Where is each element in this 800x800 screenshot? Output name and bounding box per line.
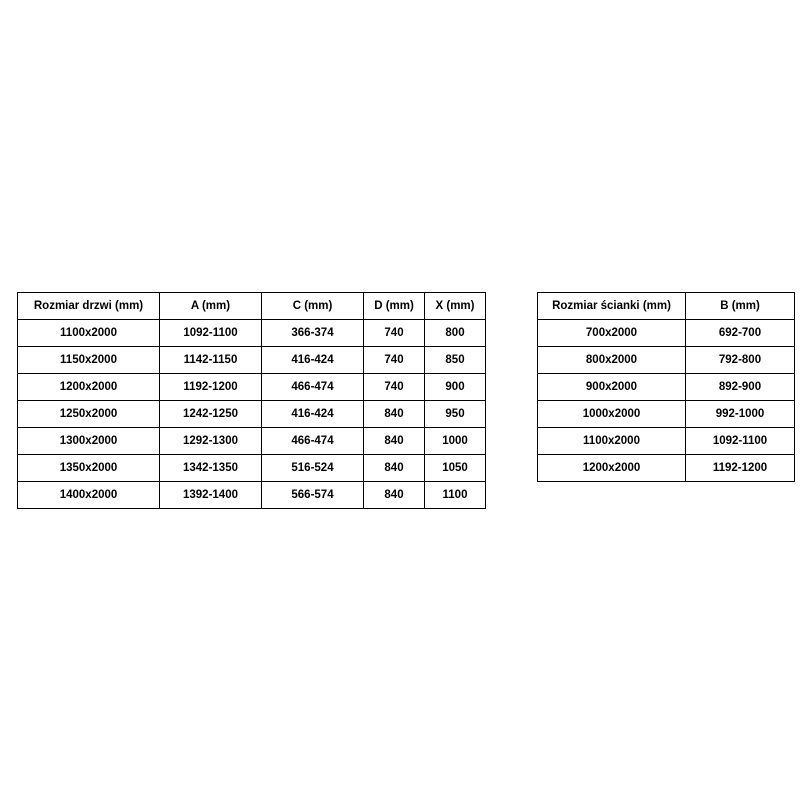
cell-d: 840 <box>364 482 425 509</box>
table-row <box>18 374 486 401</box>
cell-b: 1092-1100 <box>686 428 795 455</box>
doors-dimensions-table <box>17 292 486 509</box>
cell-x: 1100 <box>425 482 486 509</box>
cell-wall-size: 900x2000 <box>538 374 686 401</box>
column-header-c: C (mm) <box>262 293 364 320</box>
cell-d: 840 <box>364 401 425 428</box>
cell-d: 740 <box>364 347 425 374</box>
table-row <box>538 428 795 455</box>
table-row <box>18 428 486 455</box>
column-header-b: B (mm) <box>686 293 795 320</box>
cell-c: 516-524 <box>262 455 364 482</box>
cell-x: 1050 <box>425 455 486 482</box>
table-row <box>18 482 486 509</box>
column-header-wall-size: Rozmiar ścianki (mm) <box>538 293 686 320</box>
cell-wall-size: 1000x2000 <box>538 401 686 428</box>
cell-a: 1192-1200 <box>160 374 262 401</box>
cell-c: 416-424 <box>262 401 364 428</box>
cell-c: 366-374 <box>262 320 364 347</box>
cell-door-size: 1400x2000 <box>18 482 160 509</box>
table-row <box>18 347 486 374</box>
cell-x: 800 <box>425 320 486 347</box>
cell-b: 792-800 <box>686 347 795 374</box>
column-header-door-size: Rozmiar drzwi (mm) <box>18 293 160 320</box>
cell-door-size: 1100x2000 <box>18 320 160 347</box>
cell-a: 1092-1100 <box>160 320 262 347</box>
cell-door-size: 1350x2000 <box>18 455 160 482</box>
table-row <box>18 320 486 347</box>
cell-wall-size: 700x2000 <box>538 320 686 347</box>
table-header-row <box>538 293 795 320</box>
cell-x: 1000 <box>425 428 486 455</box>
cell-c: 566-574 <box>262 482 364 509</box>
cell-x: 950 <box>425 401 486 428</box>
cell-door-size: 1200x2000 <box>18 374 160 401</box>
cell-d: 840 <box>364 428 425 455</box>
cell-x: 900 <box>425 374 486 401</box>
cell-x: 850 <box>425 347 486 374</box>
cell-wall-size: 1100x2000 <box>538 428 686 455</box>
column-header-d: D (mm) <box>364 293 425 320</box>
cell-d: 740 <box>364 320 425 347</box>
cell-b: 1192-1200 <box>686 455 795 482</box>
table-row <box>538 401 795 428</box>
cell-d: 840 <box>364 455 425 482</box>
cell-a: 1142-1150 <box>160 347 262 374</box>
cell-b: 692-700 <box>686 320 795 347</box>
cell-a: 1342-1350 <box>160 455 262 482</box>
table-row <box>18 401 486 428</box>
cell-door-size: 1150x2000 <box>18 347 160 374</box>
table-row <box>538 320 795 347</box>
column-header-x: X (mm) <box>425 293 486 320</box>
cell-door-size: 1250x2000 <box>18 401 160 428</box>
column-header-a: A (mm) <box>160 293 262 320</box>
table-row <box>538 455 795 482</box>
cell-b: 992-1000 <box>686 401 795 428</box>
doors-dimensions-table-container <box>17 292 486 509</box>
walls-dimensions-table <box>537 292 795 482</box>
cell-d: 740 <box>364 374 425 401</box>
cell-c: 466-474 <box>262 428 364 455</box>
table-row <box>538 347 795 374</box>
cell-a: 1392-1400 <box>160 482 262 509</box>
cell-wall-size: 800x2000 <box>538 347 686 374</box>
cell-b: 892-900 <box>686 374 795 401</box>
cell-c: 416-424 <box>262 347 364 374</box>
cell-a: 1292-1300 <box>160 428 262 455</box>
cell-c: 466-474 <box>262 374 364 401</box>
walls-dimensions-table-container <box>537 292 795 482</box>
table-row <box>538 374 795 401</box>
cell-a: 1242-1250 <box>160 401 262 428</box>
table-header-row <box>18 293 486 320</box>
cell-door-size: 1300x2000 <box>18 428 160 455</box>
cell-wall-size: 1200x2000 <box>538 455 686 482</box>
table-row <box>18 455 486 482</box>
